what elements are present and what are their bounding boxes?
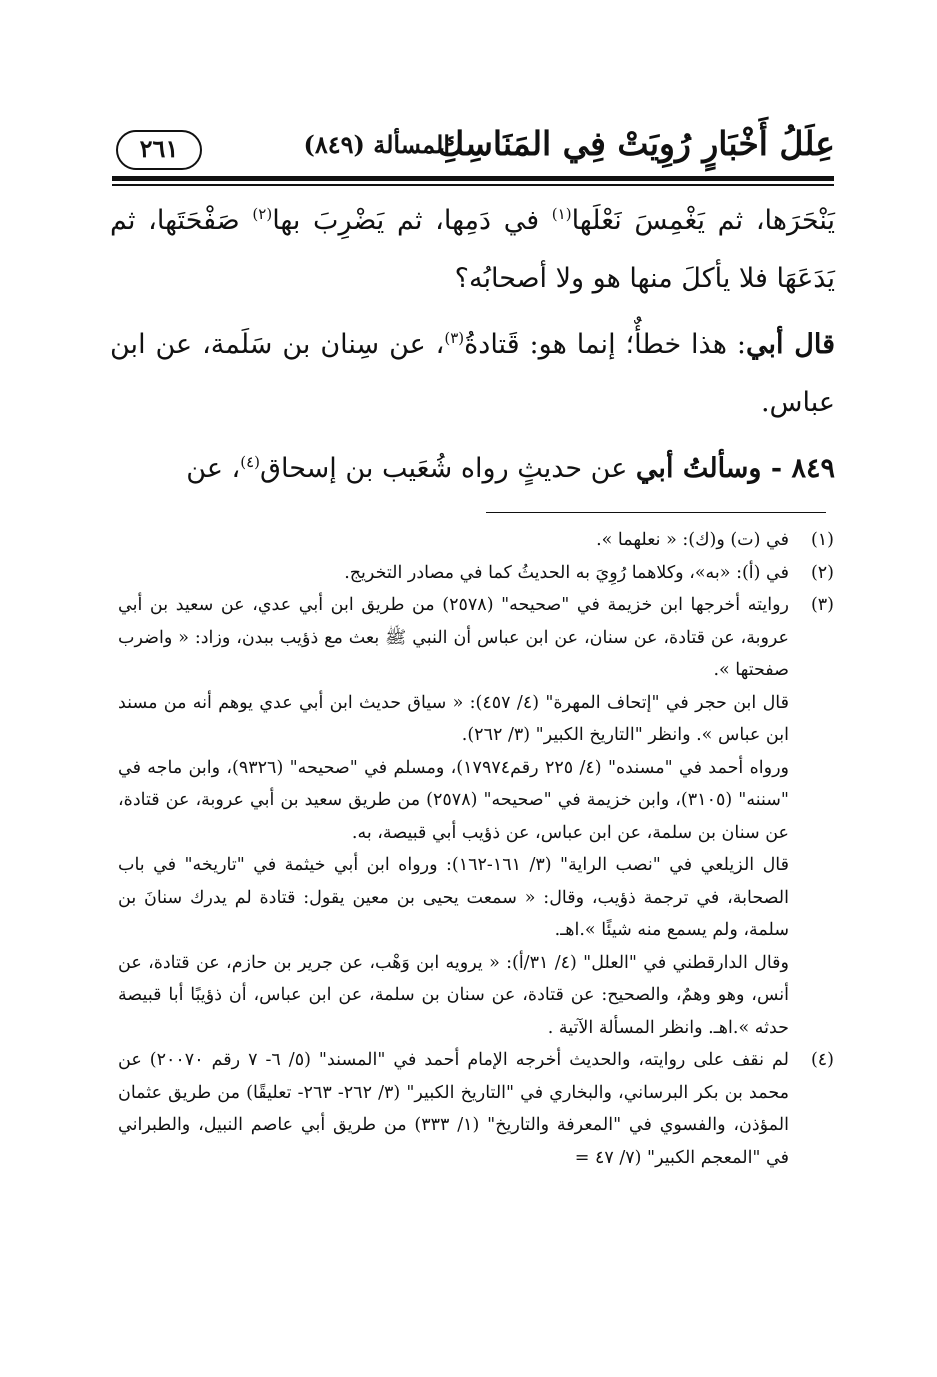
footnote-paragraph: قال ابن حجر في "إتحاف المهرة" (٤/ ٤٥٧): « سياق حديث ابن أبي عدي يوهم أنه من مسند ابن عباس ». وانظر "التاريخ الكبير" (٣/ ٢٦٢).	[118, 692, 790, 745]
text-run: ، عن سِنان بن سَلَمة، عن ابن عباس.	[110, 329, 835, 418]
text-run: عن حديثٍ رواه شُعَيب بن إسحاق	[260, 453, 636, 484]
header-rule-thick	[112, 176, 834, 181]
text-run: : هذا خطأٌ؛ إنما هو: قَتادةُ	[464, 329, 746, 360]
footnote-number: (٣)	[810, 595, 834, 615]
footnote-ref-2: (٢)	[252, 205, 273, 223]
paragraph-answer	[110, 316, 835, 432]
footnote-text: لم نقف على روايته، والحديث أخرجه الإمام أحمد في "المسند" (٥/ ٦- ٧ رقم ٢٠٠٧٠) عن محمد بن بكر البرساني، والبخاري في "التاريخ الكبير" (٣/ ٢٦٢- ٢٦٣- تعليقًا) من طريق عثمان المؤذن، والفسوي في "المعرفة والتاريخ" (١/ ٣٣٣) من طريق أبي عاصم النبيل، والطبراني في "المعجم الكبير" (٧/ ٤٧ =	[118, 1050, 790, 1168]
footnote-number: (٢)	[810, 562, 834, 583]
paragraph-question	[110, 192, 835, 308]
footnote-ref-1: (١)	[551, 205, 572, 223]
footnote-number: (٤)	[810, 1050, 834, 1070]
footnote-1	[118, 524, 834, 557]
footnote-paragraph: ورواه أحمد في "مسنده" (٤/ ٢٢٥ رقم١٧٩٧٤)، ومسلم في "صحيحه" (٩٣٢٦)، وابن ماجه في "سننه" (٣١٠٥)، وابن خزيمة في "صحيحه" (٢٥٧٨) من طريق سعيد بن أبي عروبة، عن قتادة، عن سنان بن سلمة، عن ابن عباس، عن ذؤيب أبي قبيصة، به.	[118, 757, 789, 843]
footnote-body	[118, 589, 789, 1044]
footnote-separator	[486, 512, 826, 513]
footnote-3	[118, 589, 834, 1044]
issue-heading: ٨٤٩ - وسألتُ أبي	[635, 453, 835, 484]
footnote-number: (١)	[810, 530, 834, 550]
footnote-ref-4: (٤)	[240, 453, 261, 471]
paragraph-issue-849	[110, 440, 835, 498]
footnote-4	[118, 1044, 834, 1174]
footnote-paragraph: روايته أخرجها ابن خزيمة في "صحيحه" (٢٥٧٨) من طريق ابن أبي عدي، عن سعيد بن أبي عروبة، عن قتادة، عن سنان، عن ابن عباس أن النبي ﷺ بعث مع ذؤيب ببدن، وزاد: « واضرب صفحتها ».	[118, 595, 789, 680]
main-text	[110, 192, 835, 498]
text-run: في دَمِها، ثم يَضْرِبَ بها	[272, 205, 552, 236]
text-run: صَفْحَتَها، ثم يَدَعَهَا فلا يأكلَ منها هو ولا أصحابُه؟	[110, 205, 835, 294]
footnotes	[118, 524, 834, 1174]
speaker-label: قال أبي	[745, 329, 835, 360]
text-run: يَنْحَرَها، ثم يَغْمِسَ نَعْلَها	[571, 205, 835, 236]
footnote-paragraph: قال الزيلعي في "نصب الراية" (٣/ ١٦١-١٦٢): ورواه ابن أبي خيثمة في "تاريخه" في باب الصحابة، في ترجمة ذؤيب، وقال: « سمعت يحيى بن معين يقول: قتادة لم يدرك سنانَ بن سلمة، ولم يسمع منه شيئًا ».اهـ.	[118, 855, 789, 940]
footnote-ref-3: (٣)	[444, 329, 465, 347]
footnote-paragraph: وقال الدارقطني في "العلل" (٤/ ٣١/أ): « يرويه ابن وَهْب، عن جرير بن حازم، عن قتادة، عن أنس، وهو وهمٌ، والصحيح: عن قتادة، عن سنان بن سلمة، عن ابن عباس، أن ذؤيبًا أبا قبيصة حدثه ».اهـ. وانظر المسألة الآتية .	[118, 952, 789, 1038]
footnote-2	[118, 557, 834, 590]
footnote-text: في (أ): «به»، وكلاهما رُوِيَ به الحديثُ كما في مصادر التخريج.	[344, 562, 789, 583]
book-title: عِلَلُ أَخْبَارٍ رُوِيَتْ فِي المَنَاسِكِ	[437, 124, 835, 163]
footnote-text: في (ت) و(ك): « نعلهما ».	[596, 530, 789, 550]
page-header	[110, 120, 835, 176]
issue-label: المسألة (٨٤٩)	[303, 130, 450, 159]
header-rule-thin	[112, 184, 834, 186]
text-run: ، عن	[186, 453, 241, 484]
page-number: ٢٦١	[116, 130, 202, 170]
